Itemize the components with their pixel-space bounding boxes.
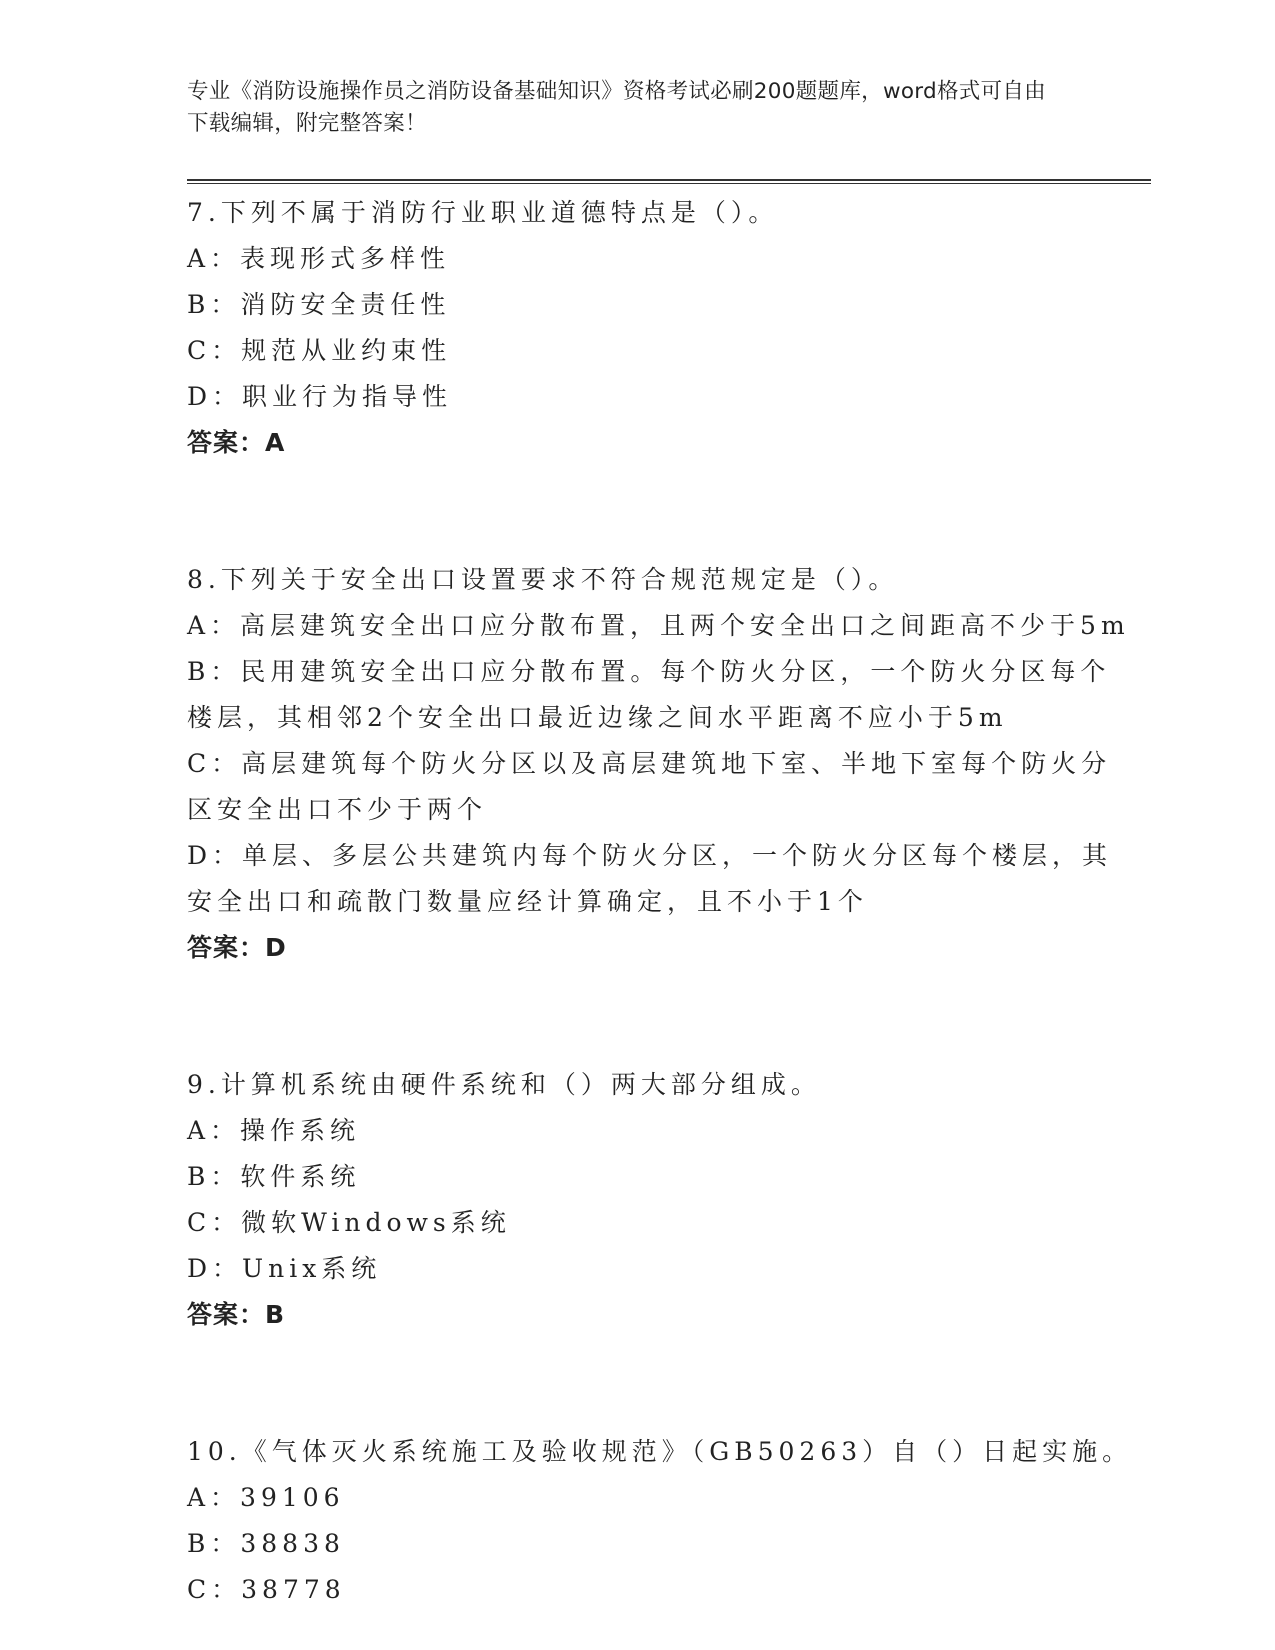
option-c: C：规范从业约束性 (187, 336, 452, 365)
option-d: D：单层、多层公共建筑内每个防火分区，一个防火分区每个楼层，其 (187, 841, 1113, 870)
option-b: B：软件系统 (187, 1162, 361, 1191)
answer-line: 答案：B (187, 1300, 286, 1329)
option-d: D：职业行为指导性 (187, 382, 453, 411)
option-d-continued: 安全出口和疏散门数量应经计算确定，且不小于1个 (187, 887, 868, 916)
question-block (187, 557, 1130, 971)
option-b: B：民用建筑安全出口应分散布置。每个防火分区，一个防火分区每个 (187, 657, 1111, 686)
option-b: B：38838 (187, 1529, 345, 1558)
header-divider (187, 179, 1151, 181)
header-divider-thin (187, 183, 1151, 184)
option-a: A：39106 (187, 1483, 345, 1512)
question-stem: 7.下列不属于消防行业职业道德特点是（）。 (187, 198, 779, 227)
option-c: C：微软Windows系统 (187, 1208, 511, 1237)
question-stem: 9.计算机系统由硬件系统和（）两大部分组成。 (187, 1070, 821, 1099)
question-block (187, 190, 1087, 466)
option-c: C：高层建筑每个防火分区以及高层建筑地下室、半地下室每个防火分 (187, 749, 1112, 778)
document-header: 专业《消防设施操作员之消防设备基础知识》资格考试必刷200题题库，word格式可自由下载编辑，附完整答案！ (187, 79, 1046, 136)
option-c: C：38778 (187, 1575, 346, 1604)
question-stem: 8.下列关于安全出口设置要求不符合规范规定是（）。 (187, 565, 899, 594)
answer-line: 答案：A (187, 428, 286, 457)
question-stem: 10.《气体灭火系统施工及验收规范》（GB50263）自（）日起实施。 (187, 1437, 1133, 1466)
option-b-continued: 楼层，其相邻2个安全出口最近边缘之间水平距离不应小于5m (187, 703, 1008, 732)
question-block (187, 1062, 1087, 1338)
option-c-continued: 区安全出口不少于两个 (187, 795, 488, 824)
option-b: B：消防安全责任性 (187, 290, 451, 319)
option-a: A：操作系统 (187, 1116, 361, 1145)
question-list (187, 190, 1133, 1613)
option-a: A：表现形式多样性 (187, 244, 451, 273)
option-d: D：Unix系统 (187, 1254, 382, 1283)
answer-line: 答案：D (187, 933, 287, 962)
question-block (187, 1429, 1133, 1613)
option-a: A：高层建筑安全出口应分散布置，且两个安全出口之间距高不少于5m (187, 611, 1130, 640)
